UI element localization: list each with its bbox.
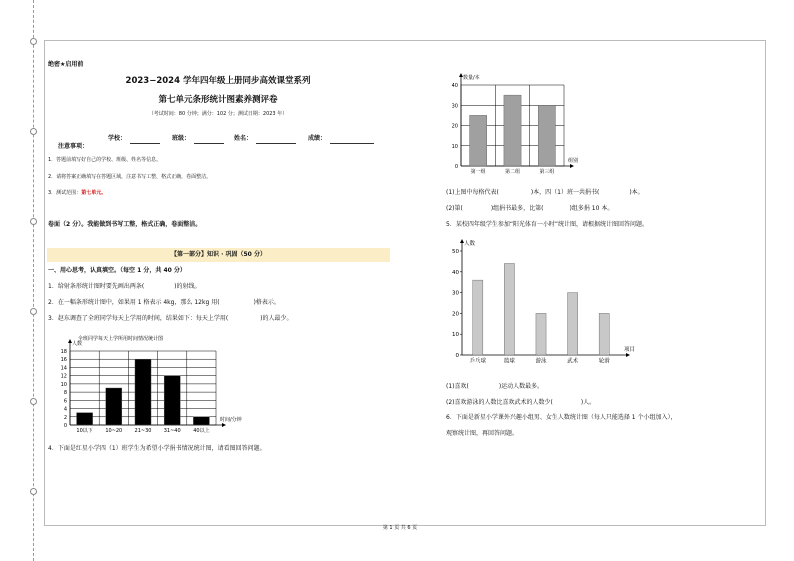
question-1 [48,283,201,291]
question-4-1 [446,189,644,197]
y-tick-label: 18 [60,349,67,355]
y-tick-label: 10 [451,143,458,150]
y-tick-label: 10 [60,381,67,388]
y-tick-label: 14 [60,365,67,372]
commute-time-chart [48,330,253,442]
y-axis-label: 人数 [72,341,83,347]
handwriting-note: 卷面（2 分）。我能做到书写工整，格式正确，卷面整洁。 [48,221,202,228]
question-text: )人。 [580,399,596,406]
question-text: )组多捐 10 本。 [569,205,614,212]
y-tick-label: 0 [455,353,459,359]
question-text: )的射线。 [174,283,201,290]
x-axis-label: 项目 [624,347,636,353]
exam-meta: （考试时间：80 分钟；满分：102 分；测试日期：2023 年） [148,111,288,117]
x-axis-label: 组别 [568,158,579,164]
y-axis-label: 数量/本 [463,75,480,81]
bar [473,280,483,355]
bar [106,388,122,425]
y-tick-label: 40 [452,269,459,276]
bar [193,417,209,425]
y-tick-label: 2 [63,414,67,421]
confidential-mark: 绝密★启用前 [48,61,84,68]
question-text: )组捐书最多，比第( [490,205,544,212]
x-axis-label: 时间/分钟 [220,417,242,423]
x-axis-arrow [626,353,630,357]
question-text: )本。 [629,189,644,196]
bar [504,95,521,166]
question-5-2 [446,399,595,407]
bar [538,105,555,166]
class-label: 班级： [172,135,191,142]
x-tick-label: 篮球 [503,358,515,365]
x-tick-label: 21~30 [134,428,152,434]
y-tick-label: 30 [451,103,458,110]
question-5-1 [446,383,543,391]
question-text: 1．给射条形统计图时要先画出两条( [48,283,145,290]
chart-title: 全班同学每天上学所用时间情况统计图 [78,336,164,342]
bar [470,115,487,166]
fill-in-heading: 一、用心思考，认真填空。（每空 1 分，共 40 分） [48,267,186,274]
x-tick-label: 游泳 [535,358,547,365]
question-6: 6．下面是新星小学课外兴趣小组男、女生人数统计图（每人只能选择 1 个小组加入）， [446,414,677,421]
bar [568,293,578,355]
y-tick-label: 4 [63,406,67,413]
exam-title: 2023−2024 学年四年级上册同步高效课堂系列 [125,76,311,86]
bar [504,263,514,355]
question-2 [48,299,280,307]
bar [164,376,180,425]
question-4-2 [446,205,613,213]
y-tick-label: 40 [451,83,458,89]
x-tick-label: 轮滑 [598,358,610,365]
x-tick-label: 乒乓球 [469,358,487,365]
y-tick-label: 20 [451,123,458,130]
y-tick-label: 20 [452,311,459,318]
question-6-cont: 观察统计图，再回答问题。 [446,430,519,437]
x-tick-label: 40以上 [193,428,210,434]
question-4: 4．下面是红星小学四（1）班学生为希望小学捐书情况统计图，请看图回答问题。 [48,445,266,452]
x-tick-label: 第二组 [504,169,521,175]
y-tick-label: 50 [452,249,459,255]
y-tick-label: 8 [63,390,67,397]
bar [599,313,609,355]
x-axis-arrow [570,164,574,168]
binding-hole [30,38,37,45]
x-tick-label: 10以下 [76,428,93,434]
binding-hole [30,398,37,405]
question-text: )运动人数最多。 [498,383,544,390]
y-tick-label: 16 [60,357,67,364]
x-tick-label: 10~20 [105,428,123,434]
note-item: 1．答题前填写好自己的学校、班级、姓名等信息。 [48,157,162,163]
x-axis-arrow [222,423,226,427]
question-text: 2．在一幅条形统计图中，如果用 1 格表示 4kg，那么 12kg 用( [48,299,220,306]
question-text: (1)上图中每格代表( [446,189,499,196]
exam-subtitle: 第七单元条形统计图素养测评卷 [158,95,278,105]
question-text: (2)喜欢游泳的人数比喜欢武术的人数少( [446,399,553,406]
x-tick-label: 武术 [567,358,579,365]
y-axis-label: 人数 [464,241,476,247]
score-blank[interactable] [330,143,374,144]
x-tick-label: 第一组 [470,169,486,175]
name-blank[interactable] [256,143,296,144]
test-scope: 第七单元。 [81,190,107,196]
question-text: )格表示。 [253,299,280,306]
student-info-row [108,135,388,145]
school-label: 学校： [108,135,127,142]
section-title: 【第一部分】知识 · 巩固（50 分） [171,251,266,258]
question-3 [48,315,293,323]
score-label: 成绩： [308,135,327,142]
question-text: )本，四（1）班一共捐书( [530,189,600,196]
note-item-text: 3．测试范围： [48,190,82,196]
binding-hole [30,308,37,315]
bar [77,413,93,425]
y-tick-label: 6 [63,398,67,405]
question-text: (2)第( [446,205,463,212]
notes-title: 注意事项： [58,143,89,150]
y-tick-label: 12 [60,373,67,380]
binding-line [33,0,34,561]
page-footer: 第 1 页 共 6 页 [382,525,418,531]
y-tick-label: 30 [452,290,459,297]
binding-hole [30,218,37,225]
binding-hole [30,488,37,495]
y-tick-label: 0 [63,423,67,429]
question-text: (1)喜欢( [446,383,469,390]
y-tick-label: 0 [454,164,458,170]
school-blank[interactable] [130,143,160,144]
question-text: )的人最少。 [260,315,293,322]
binding-hole [30,128,37,135]
bar [536,313,546,355]
book-donation-chart [448,70,608,180]
name-label: 姓名： [234,135,253,142]
bar [135,359,151,425]
note-item: 2．请将答案正确填写在答题区域，注意书写工整，格式正确，卷面整洁。 [48,174,212,180]
question-text: 3．赵东调查了全班同学每天上学用的时间，结果如下：每天上学用( [48,315,229,322]
y-tick-label: 10 [452,332,459,339]
sports-chart [448,234,648,374]
x-tick-label: 第三组 [539,169,555,175]
x-tick-label: 31~40 [163,428,181,434]
class-blank[interactable] [194,143,224,144]
question-5: 5．某校四年级学生参加“阳光体育一小时”统计图，请根据统计图回答问题。 [446,221,649,228]
note-item [48,190,106,197]
